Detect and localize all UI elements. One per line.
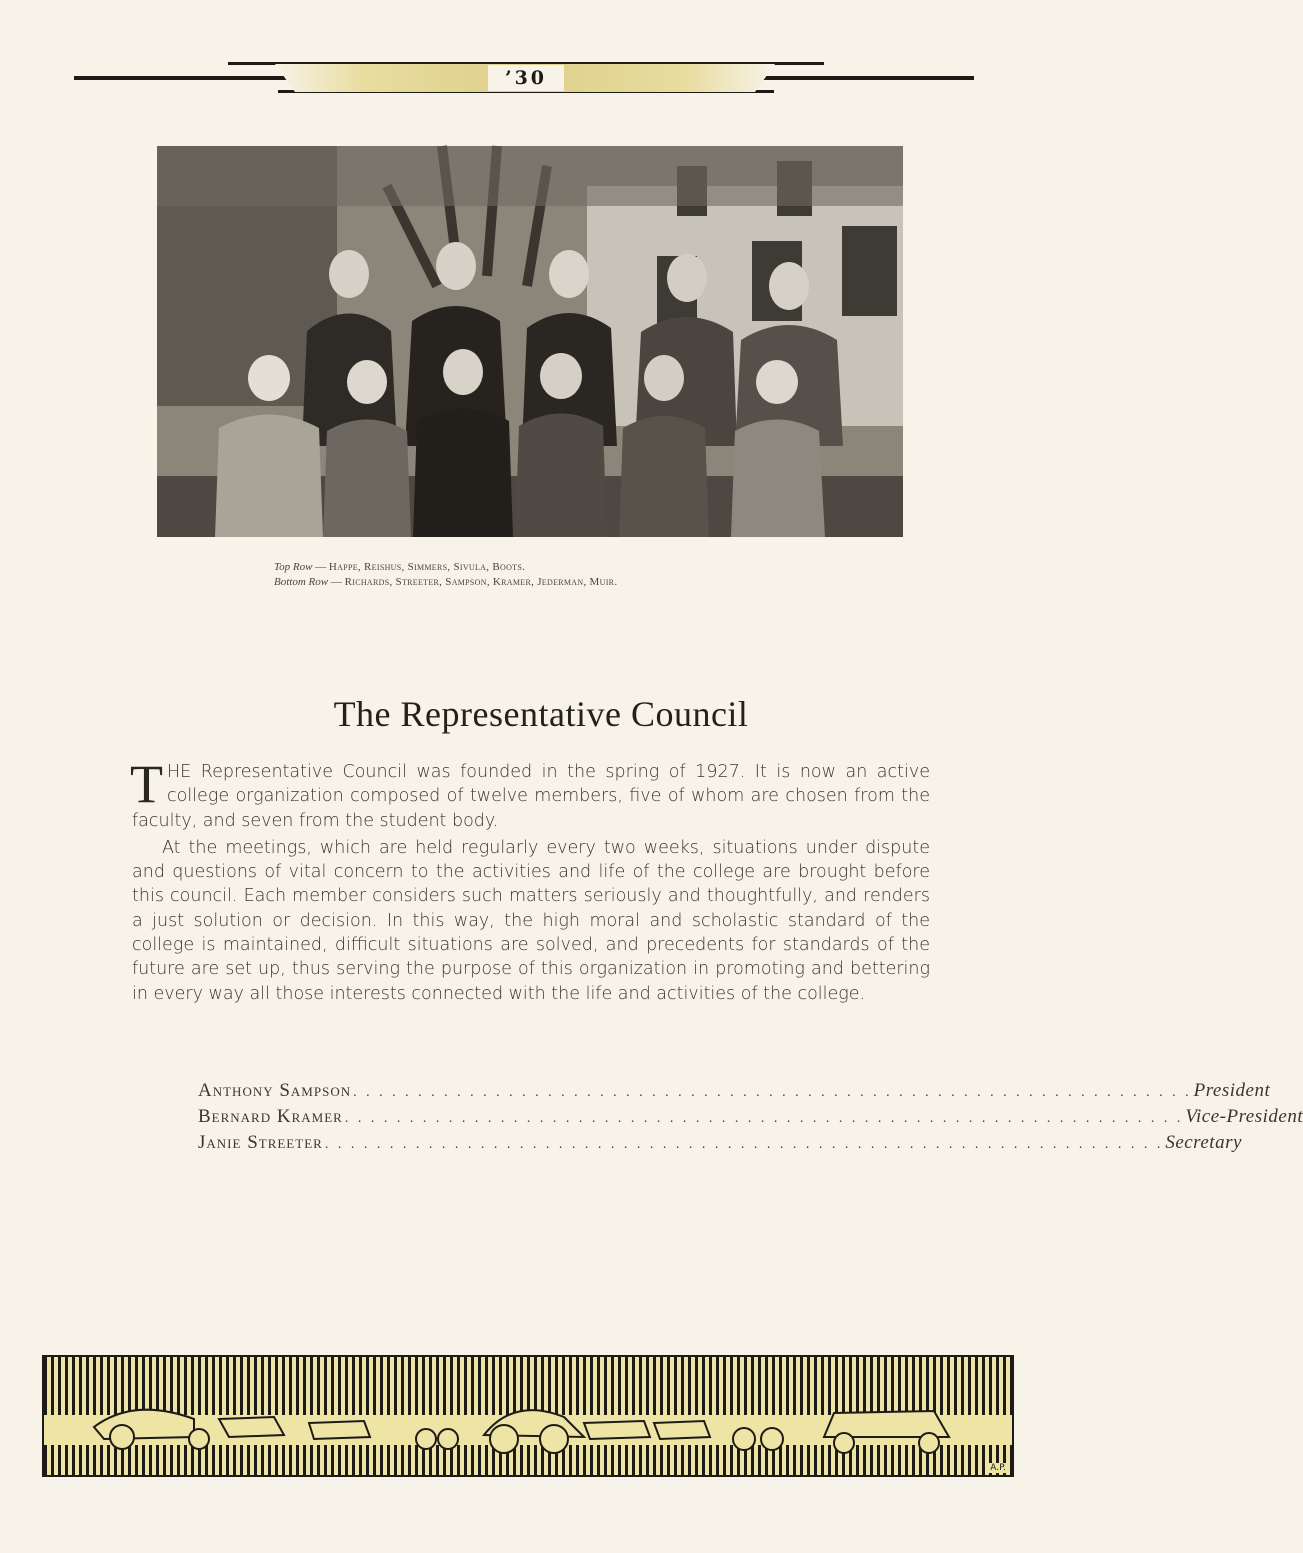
officer-name: Janie Streeter — [198, 1132, 323, 1153]
officer-role: President — [1193, 1080, 1271, 1101]
officer-role: Vice-President — [1185, 1106, 1303, 1127]
top-row-names: Happe, Reishus, Simmers, Sivula, Boots. — [328, 561, 526, 573]
officer-name: Anthony Sampson — [198, 1080, 352, 1101]
page-header-ornament — [0, 0, 1082, 110]
year-label: ’30 — [488, 65, 564, 91]
officer-row: Anthony Sampson . . . . . . . . . . . . . . . . . . . . . . . . . . . . . . . . . . . . . . . . . . . . . . . . . . . . . . . . . . . . . . . . . President — [198, 1080, 1271, 1101]
officer-role: Secretary — [1165, 1132, 1242, 1153]
officers-list — [198, 1080, 1303, 1158]
paragraph-2: At the meetings, which are held regularly every two weeks, situations under dispute and questions of vital concern to the activities and life of the college are brought before this council. Each member considers such matters seriously and thoughtfully, and renders a just solution or decision. In this way, the high moral and scholastic standard of the college is maintained, difficult situations are solved, and precedents for standards of the future are set up, thus serving the purpose of this organization in promoting and bettering in every way all those interests connected with the life and activities of the college. — [132, 837, 930, 1004]
article-body — [130, 754, 930, 1006]
photo-caption — [274, 560, 834, 590]
top-row-label: Top Row — [274, 561, 313, 573]
drop-cap: T — [130, 754, 163, 814]
bottom-row-label: Bottom Row — [274, 576, 329, 588]
group-photograph — [157, 146, 903, 537]
paragraph-1 — [130, 754, 930, 833]
officer-row: Janie Streeter . . . . . . . . . . . . . . . . . . . . . . . . . . . . . . . . . . . . . . . . . . . . . . . . . . . . . . . . . . . . . . . . . Secretary — [198, 1132, 1242, 1153]
officer-row: Bernard Kramer . . . . . . . . . . . . . . . . . . . . . . . . . . . . . . . . . . . . . . . . . . . . . . . . . . . . . . . . . . . . . . . . . Vice-President — [198, 1106, 1303, 1127]
page-title: The Representative Council — [333, 694, 749, 734]
bottom-row-names: Richards, Streeter, Sampson, Kramer, Jederman, Muir. — [344, 576, 618, 588]
caption-bottom-row: Bottom Row — Richards, Streeter, Sampson, Kramer, Jederman, Muir. — [274, 576, 618, 588]
paragraph-1-text: HE Representative Council was founded in the spring of 1927. It is now an active college organization composed of twelve members, five of whom are chosen from the faculty, and seven from the student body. — [132, 762, 930, 831]
caption-top-row: Top Row — Happe, Reishus, Simmers, Sivula, Boots. — [274, 561, 526, 573]
footer-frieze-illustration — [42, 1355, 1014, 1477]
artist-initials: A.P. — [990, 1463, 1006, 1473]
officer-name: Bernard Kramer — [198, 1106, 343, 1127]
